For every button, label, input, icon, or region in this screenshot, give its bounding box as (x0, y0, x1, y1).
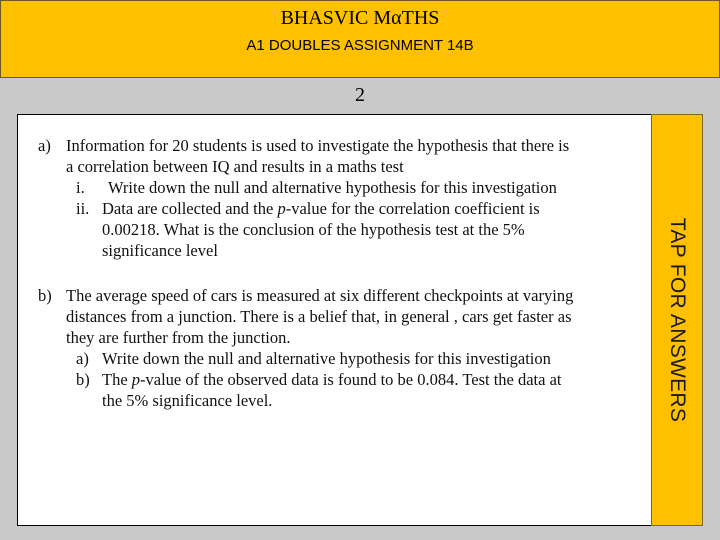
question-b-b-marker: b) (76, 370, 90, 389)
title-banner (0, 0, 720, 78)
question-b-marker: b) (38, 286, 52, 305)
question-number: 2 (355, 84, 365, 106)
assignment-subtitle: A1 DOUBLES ASSIGNMENT 14B (246, 37, 474, 54)
page-title: BHASVIC MαTHS (280, 7, 440, 29)
question-b-b-line-2: the 5% significance level. (102, 391, 273, 410)
question-a-ii-line-3: significance level (102, 241, 218, 260)
question-b-line-2: distances from a junction. There is a belief that, in general , cars get faster as (66, 307, 572, 326)
tap-for-answers-label: TAP FOR ANSWERS (666, 217, 689, 423)
question-a-i-marker: i. (76, 178, 85, 197)
question-a-line-2: a correlation between IQ and results in a maths test (66, 157, 404, 176)
question-b-line-3: they are further from the junction. (66, 328, 291, 347)
question-a-line-1: Information for 20 students is used to investigate the hypothesis that there is (66, 136, 570, 155)
question-b-line-1: The average speed of cars is measured at six different checkpoints at varying (66, 286, 574, 305)
question-b-a-marker: a) (76, 349, 89, 368)
question-a-marker: a) (38, 136, 51, 155)
tap-for-answers-button[interactable] (651, 114, 703, 526)
question-panel (17, 114, 653, 526)
question-b-b-line-1: The p-value of the observed data is found to be 0.084. Test the data at (102, 370, 562, 389)
question-a-ii-marker: ii. (76, 199, 90, 218)
question-a-ii-line-1: Data are collected and the p-value for the correlation coefficient is (102, 199, 540, 218)
question-a-i-line-1: Write down the null and alternative hypothesis for this investigation (108, 178, 557, 197)
question-a-ii-line-2: 0.00218. What is the conclusion of the hypothesis test at the 5% (102, 220, 525, 239)
question-b-a-line-1: Write down the null and alternative hypothesis for this investigation (102, 349, 551, 368)
